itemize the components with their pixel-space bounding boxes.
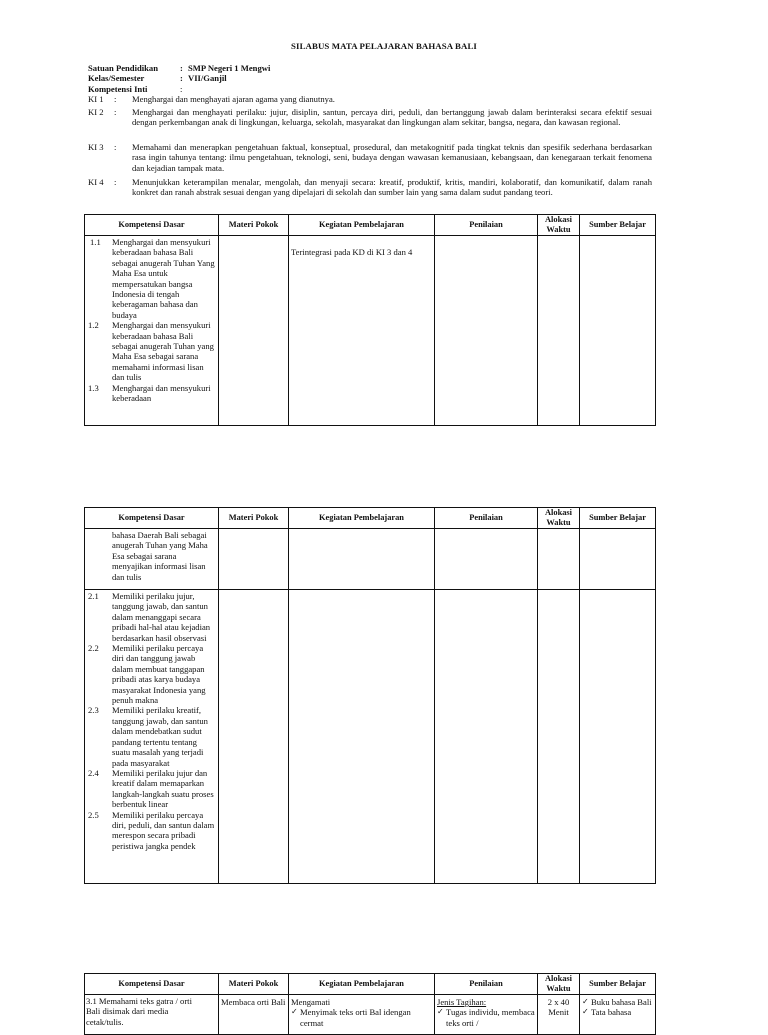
kd-cell: bahasa Daerah Bali sebagai anugerah Tuhan yang Maha Esa sebagai sarana menyajikan informasi lisan dan tulis — [85, 529, 219, 590]
syllabus-table-1 — [84, 214, 656, 426]
kegiatan-cell — [289, 529, 435, 590]
kd-cell: 3.1 Memahami teks gatra / orti Bali disimak dari media cetak/tulis. — [85, 995, 219, 1035]
header-kompetensi-dasar: Kompetensi Dasar — [85, 508, 219, 529]
penilaian-heading: Jenis Tagihan: — [437, 997, 487, 1007]
header-alokasi-waktu: Alokasi Waktu — [538, 508, 580, 529]
header-kompetensi-dasar: Kompetensi Dasar — [85, 974, 219, 995]
table-row — [85, 995, 656, 1035]
header-alokasi-waktu: Alokasi Waktu — [538, 215, 580, 236]
sumber-cell — [580, 590, 656, 884]
header-penilaian: Penilaian — [435, 508, 538, 529]
info-kelas-semester: Kelas/Semester : VII/Ganjil — [88, 73, 227, 83]
sumber-cell — [580, 529, 656, 590]
penilaian-cell — [435, 995, 538, 1035]
header-materi-pokok: Materi Pokok — [219, 974, 289, 995]
header-alokasi-waktu: Alokasi Waktu — [538, 974, 580, 995]
kegiatan-cell — [289, 995, 435, 1035]
table-row — [85, 529, 656, 590]
syllabus-table-2 — [84, 507, 656, 884]
kd-item: 1.3 Menghargai dan mensyukuri keberadaan — [88, 382, 211, 404]
kd-item: 1.1 Menghargai dan mensyukuri keberadaan bahasa Bali sebagai anugerah Tuhan Yang Maha Esa untuk mempersatukan bangsa Indonesia di tengah keberagaman bahasa dan budaya — [90, 237, 215, 320]
kegiatan-heading: Mengamati — [291, 997, 331, 1007]
header-sumber-belajar: Sumber Belajar — [580, 215, 656, 236]
penilaian-cell — [435, 529, 538, 590]
materi-cell: Membaca orti Bali — [219, 995, 289, 1035]
alokasi-cell — [538, 590, 580, 884]
kegiatan-cell — [289, 590, 435, 884]
penilaian-item: ✓ Tugas individu, membaca teks orti / — [437, 1007, 535, 1028]
ki-4: KI 4 : Menunjukkan keterampilan menalar, mengolah, dan menyaji secara: kreatif, produktif, kritis, mandiri, kolaboratif, dan komunikatif, dalam ranah konkret dan ranah abstrak sesuai dengan yang dipelajari di sekolah dan sumber lain yang sama dalam sudut pandang teori. — [88, 177, 652, 198]
header-materi-pokok: Materi Pokok — [219, 215, 289, 236]
ki-3: KI 3 : Memahami dan menerapkan pengetahuan faktual, konseptual, prosedural, dan metakognitif pada tingkat teknis dan spesifik sederhana berdasarkan rasa ingin tahunya tentang: ilmu pengetahuan, teknologi, seni, budaya dengan wawasan kemanusiaan, kebangsaan, dan kenegaraan terkait fenomena dan kejadian tampak mata. — [88, 142, 652, 173]
alokasi-cell — [538, 529, 580, 590]
kegiatan-cell: Terintegrasi pada KD di KI 3 dan 4 — [289, 236, 435, 426]
header-kegiatan-pembelajaran: Kegiatan Pembelajaran — [289, 508, 435, 529]
table-row — [85, 236, 656, 426]
header-sumber-belajar: Sumber Belajar — [580, 508, 656, 529]
materi-cell — [219, 590, 289, 884]
header-kegiatan-pembelajaran: Kegiatan Pembelajaran — [289, 974, 435, 995]
penilaian-cell — [435, 236, 538, 426]
kd-item: 2.3 Memiliki perilaku kreatif, tanggung jawab, dan santun dalam mendebatkan sudut pandang tertentu tentang suatu masalah yang terjadi pada masyarakat — [88, 705, 208, 768]
ki-2: KI 2 : Menghargai dan menghayati perilaku: jujur, disiplin, santun, percaya diri, peduli, dan bertanggung jawab dalam berinteraksi secara efektif sesuai dengan perkembangan anak di lingkungan, keluarga, sekolah, masyarakat dan lingkungan alam sekitar, bangsa, negara, dan kawasan regional. — [88, 107, 652, 128]
alokasi-cell: 2 x 40 Menit — [538, 995, 580, 1035]
sumber-cell — [580, 995, 656, 1035]
alokasi-cell — [538, 236, 580, 426]
header-kegiatan-pembelajaran: Kegiatan Pembelajaran — [289, 215, 435, 236]
kegiatan-item: ✓ Menyimak teks orti Bal idengan cermat — [291, 1007, 432, 1028]
kd-cell — [85, 590, 219, 884]
header-penilaian: Penilaian — [435, 215, 538, 236]
header-kompetensi-dasar: Kompetensi Dasar — [85, 215, 219, 236]
info-kompetensi-inti: Kompetensi Inti : — [88, 84, 183, 94]
sumber-cell — [580, 236, 656, 426]
kd-item: 2.1 Memiliki perilaku jujur, tanggung jawab, dan santun dalam menanggapi secara pribadi hal-hal atau kejadian berdasarkan hasil observasi — [88, 591, 211, 643]
sumber-item: ✓ Buku bahasa Bali — [582, 997, 653, 1007]
kd-item: 1.2 Menghargai dan mensyukuri keberadaan bahasa Bali sebagai anugerah Tuhan yang Maha Esa sebagai sarana memahami informasi lisan dan tulis — [88, 320, 214, 383]
kd-item: 2.2 Memiliki perilaku percaya diri dan tanggung jawab dalam membuat tanggapan pribadi atas karya budaya masyarakat Indonesia yang penuh makna — [88, 643, 206, 706]
table-row — [85, 590, 656, 884]
materi-cell — [219, 529, 289, 590]
kd-cell — [85, 236, 219, 426]
header-penilaian: Penilaian — [435, 974, 538, 995]
page-title: SILABUS MATA PELAJARAN BAHASA BALI — [291, 41, 477, 51]
sumber-item: ✓ Tata bahasa — [582, 1007, 653, 1017]
header-materi-pokok: Materi Pokok — [219, 508, 289, 529]
ki-1: KI 1 : Menghargai dan menghayati ajaran agama yang dianutnya. — [88, 94, 335, 104]
info-satuan-pendidikan: Satuan Pendidikan : SMP Negeri 1 Mengwi — [88, 63, 271, 73]
syllabus-table-3 — [84, 973, 656, 1035]
materi-cell — [219, 236, 289, 426]
header-sumber-belajar: Sumber Belajar — [580, 974, 656, 995]
kd-item: 2.4 Memiliki perilaku jujur dan kreatif dalam memaparkan langkah-langkah suatu proses berbentuk linear — [88, 767, 214, 810]
penilaian-cell — [435, 590, 538, 884]
kd-item: 2.5 Memiliki perilaku percaya diri, peduli, dan santun dalam merespon secara pribadi peristiwa jangka pendek — [88, 809, 215, 851]
